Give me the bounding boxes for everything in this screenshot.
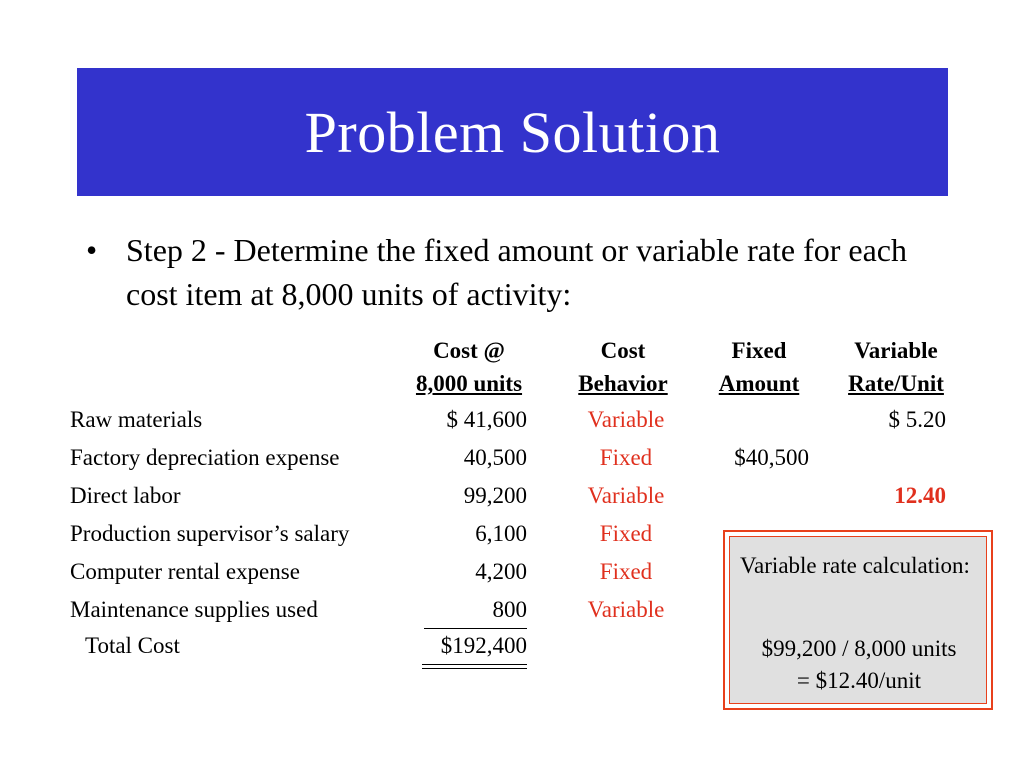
row-fixed-amount: $40,500 <box>734 445 809 470</box>
title-bar <box>77 68 948 196</box>
header-rate-line1: Variable <box>854 338 938 363</box>
row-behavior: Fixed <box>599 559 653 584</box>
header-cost-line1: Cost @ <box>433 338 505 363</box>
row-label: Maintenance supplies used <box>70 597 318 622</box>
header-fixed-line1: Fixed <box>731 338 787 363</box>
total-double-rule <box>422 664 527 669</box>
row-cost: 800 <box>492 597 527 622</box>
row-cost: 4,200 <box>475 559 527 584</box>
table-row <box>0 445 1024 483</box>
row-label: Factory depreciation expense <box>70 445 340 470</box>
row-label: Production supervisor’s salary <box>70 521 350 546</box>
header-cost-line2: 8,000 units <box>415 371 523 396</box>
row-cost: 6,100 <box>475 521 527 546</box>
header-behavior <box>563 334 683 400</box>
table-row <box>0 407 1024 445</box>
calc-line-2: = $12.40/unit <box>796 668 922 693</box>
header-behavior-line2: Behavior <box>578 371 668 396</box>
row-label: Raw materials <box>70 407 203 432</box>
total-label: Total Cost <box>85 633 180 658</box>
row-label: Computer rental expense <box>70 559 300 584</box>
callout-heading: Variable rate calculation: <box>740 553 970 578</box>
header-behavior-line1: Cost <box>600 338 646 363</box>
calculation-callout <box>723 530 993 710</box>
row-behavior: Fixed <box>599 445 653 470</box>
total-cost: $192,400 <box>440 633 527 658</box>
row-behavior: Fixed <box>599 521 653 546</box>
header-fixed-line2: Amount <box>718 371 800 396</box>
subtotal-rule <box>424 628 527 629</box>
row-variable-rate: 12.40 <box>894 483 946 508</box>
row-cost: 40,500 <box>463 445 527 470</box>
slide-title: Problem Solution <box>304 99 721 165</box>
calc-line-1: $99,200 / 8,000 units <box>761 636 957 661</box>
row-variable-rate: $ 5.20 <box>888 407 946 432</box>
row-behavior: Variable <box>587 483 665 508</box>
header-fixed <box>705 334 813 400</box>
row-label: Direct labor <box>70 483 181 508</box>
bullet-text: Step 2 - Determine the fixed amount or variable rate for each cost item at 8,000 units of activity: <box>126 232 907 312</box>
header-cost <box>402 334 536 400</box>
callout-panel <box>729 536 987 704</box>
header-rate <box>834 334 958 400</box>
row-behavior: Variable <box>587 597 665 622</box>
callout-calculation <box>730 633 988 697</box>
bullet-icon: • <box>86 232 98 268</box>
row-cost: 99,200 <box>463 483 527 508</box>
row-behavior: Variable <box>587 407 665 432</box>
row-cost: $ 41,600 <box>446 407 527 432</box>
header-rate-line2: Rate/Unit <box>848 371 944 396</box>
table-row <box>0 483 1024 521</box>
